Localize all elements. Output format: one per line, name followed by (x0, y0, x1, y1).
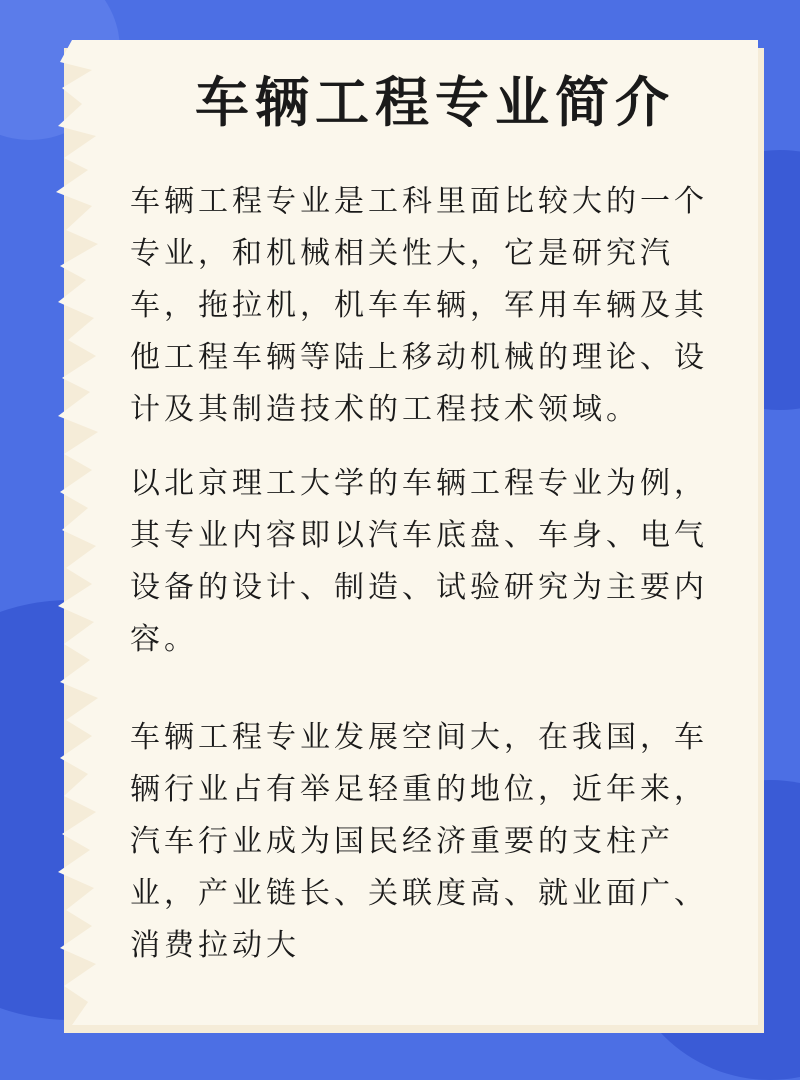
document-content (130, 62, 740, 972)
paragraph-intro: 车辆工程专业是工科里面比较大的一个专业，和机械相关性大，它是研究汽车，拖拉机，机车车辆，军用车辆及其他工程车辆等陆上移动机械的理论、设计及其制造技术的工程技术领域。 (130, 184, 708, 427)
page-title: 车辆工程专业简介 (195, 70, 675, 134)
paragraph-outlook: 车辆工程专业发展空间大，在我国，车辆行业占有举足轻重的地位，近年来，汽车行业成为国民经济重要的支柱产业，产业链长、关联度高、就业面广、消费拉动大 (130, 720, 708, 963)
paragraph-example: 以北京理工大学的车辆工程专业为例，其专业内容即以汽车底盘、车身、电气设备的设计、制造、试验研究为主要内容。 (130, 466, 708, 657)
torn-paper-edge (52, 40, 122, 1025)
